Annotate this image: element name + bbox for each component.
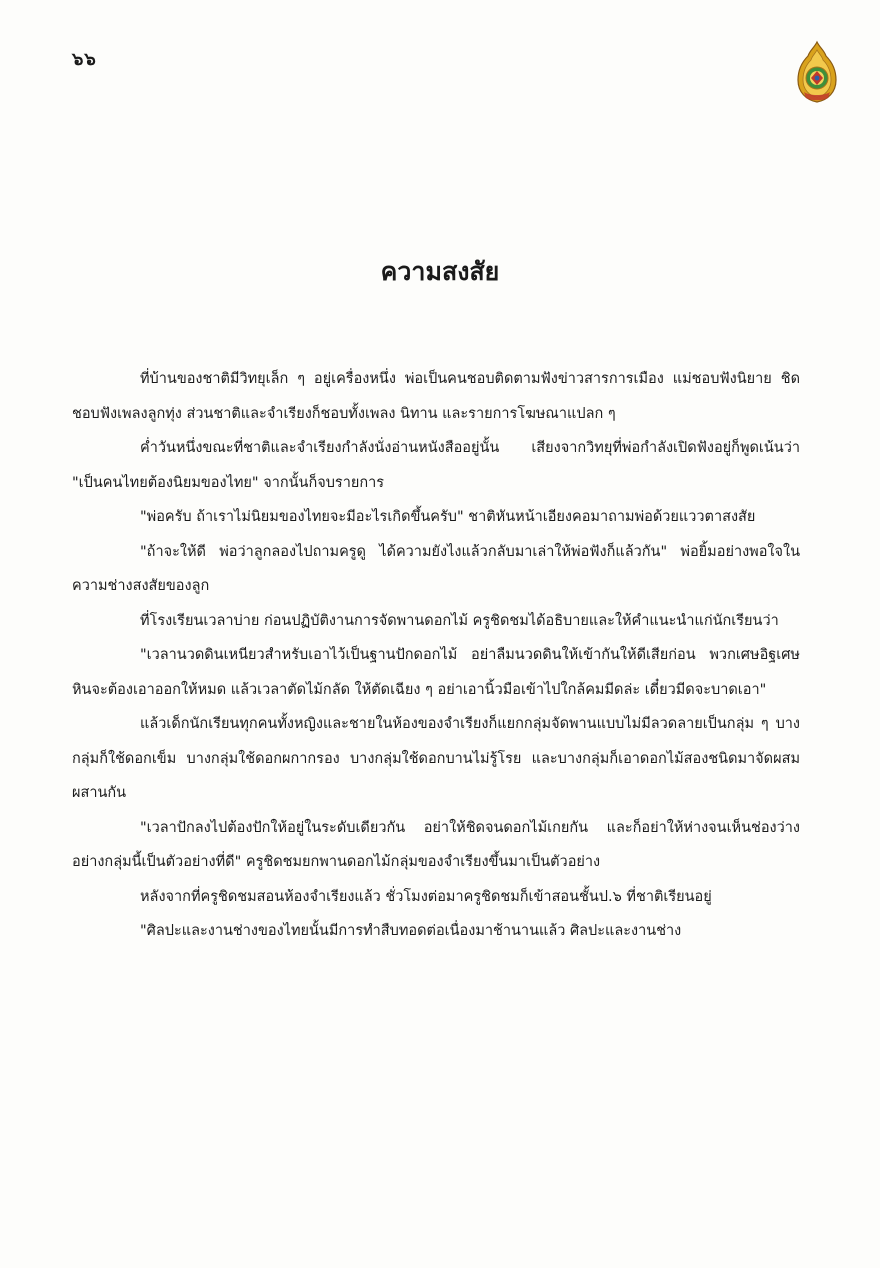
paragraph: "เวลาปักลงไปต้องปักให้อยู่ในระดับเดียวกัน อย่าให้ชิดจนดอกไม้เกยกัน และก็อย่าให้ห่างจนเห็นช่องว่าง อย่างกลุ่มนี้เป็นตัวอย่างที่ดี" ครูชิดชมยกพานดอกไม้กลุ่มของจำเรียงขึ้นมาเป็นตัวอย่าง bbox=[72, 819, 800, 870]
paragraph: "เวลานวดดินเหนียวสำหรับเอาไว้เป็นฐานปักดอกไม้ อย่าลืมนวดดินให้เข้ากันให้ดีเสียก่อน พวกเศษอิฐเศษหินจะต้องเอาออกให้หมด แล้วเวลาตัดไม้กลัด ให้ตัดเฉียง ๆ อย่าเอานิ้วมือเข้าไปใกล้คมมีดล่ะ เดี๋ยวมีดจะบาดเอา" bbox=[72, 647, 800, 698]
page-title: ความสงสัย bbox=[380, 257, 500, 286]
paragraph: ที่บ้านของชาติมีวิทยุเล็ก ๆ อยู่เครื่องหนึ่ง พ่อเป็นคนชอบติดตามฟังข่าวสารการเมือง แม่ชอบฟังนิยาย ชิดชอบฟังเพลงลูกทุ่ง ส่วนชาติและจำเรียงก็ชอบทั้งเพลง นิทาน และรายการโฆษณาแปลก ๆ bbox=[72, 371, 800, 422]
paragraph: หลังจากที่ครูชิดชมสอนห้องจำเรียงแล้ว ชั่วโมงต่อมาครูชิดชมก็เข้าสอนชั้นป.๖ ที่ชาติเรียนอยู่ bbox=[140, 888, 712, 905]
school-emblem-icon bbox=[794, 40, 840, 104]
paragraph: ที่โรงเรียนเวลาบ่าย ก่อนปฏิบัติงานการจัดพานดอกไม้ ครูชิดชมได้อธิบายและให้คำแนะนำแก่นักเรียนว่า bbox=[140, 612, 779, 629]
page-number: ๖๖ bbox=[72, 49, 97, 70]
paragraph: "พ่อครับ ถ้าเราไม่นิยมของไทยจะมีอะไรเกิดขึ้นครับ" ชาติหันหน้าเอียงคอมาถามพ่อด้วยแววตาสงสัย bbox=[140, 509, 756, 525]
paragraph: ค่ำวันหนึ่งขณะที่ชาติและจำเรียงกำลังนั่งอ่านหนังสืออยู่นั้น เสียงจากวิทยุที่พ่อกำลังเปิดฟังอยู่ก็พูดเน้นว่า "เป็นคนไทยต้องนิยมของไทย" จากนั้นก็จบรายการ bbox=[72, 440, 800, 491]
body-text bbox=[72, 362, 800, 949]
paragraph: "ศิลปะและงานช่างของไทยนั้นมีการทำสืบทอดต่อเนื่องมาช้านานแล้ว ศิลปะและงานช่าง bbox=[140, 923, 682, 939]
paragraph: แล้วเด็กนักเรียนทุกคนทั้งหญิงและชายในห้องของจำเรียงก็แยกกลุ่มจัดพานแบบไม่มีลวดลายเป็นกลุ่ม ๆ บางกลุ่มก็ใช้ดอกเข็ม บางกลุ่มใช้ดอกผกากรอง บางกลุ่มใช้ดอกบานไม่รู้โรย และบางกลุ่มก็เอาดอกไม้สองชนิดมาจัดผสมผสานกัน bbox=[72, 716, 800, 801]
paragraph: "ถ้าจะให้ดี พ่อว่าลูกลองไปถามครูดู ได้ความยังไงแล้วกลับมาเล่าให้พ่อฟังก็แล้วกัน" พ่อยิ้มอย่างพอใจในความช่างสงสัยของลูก bbox=[72, 543, 800, 594]
